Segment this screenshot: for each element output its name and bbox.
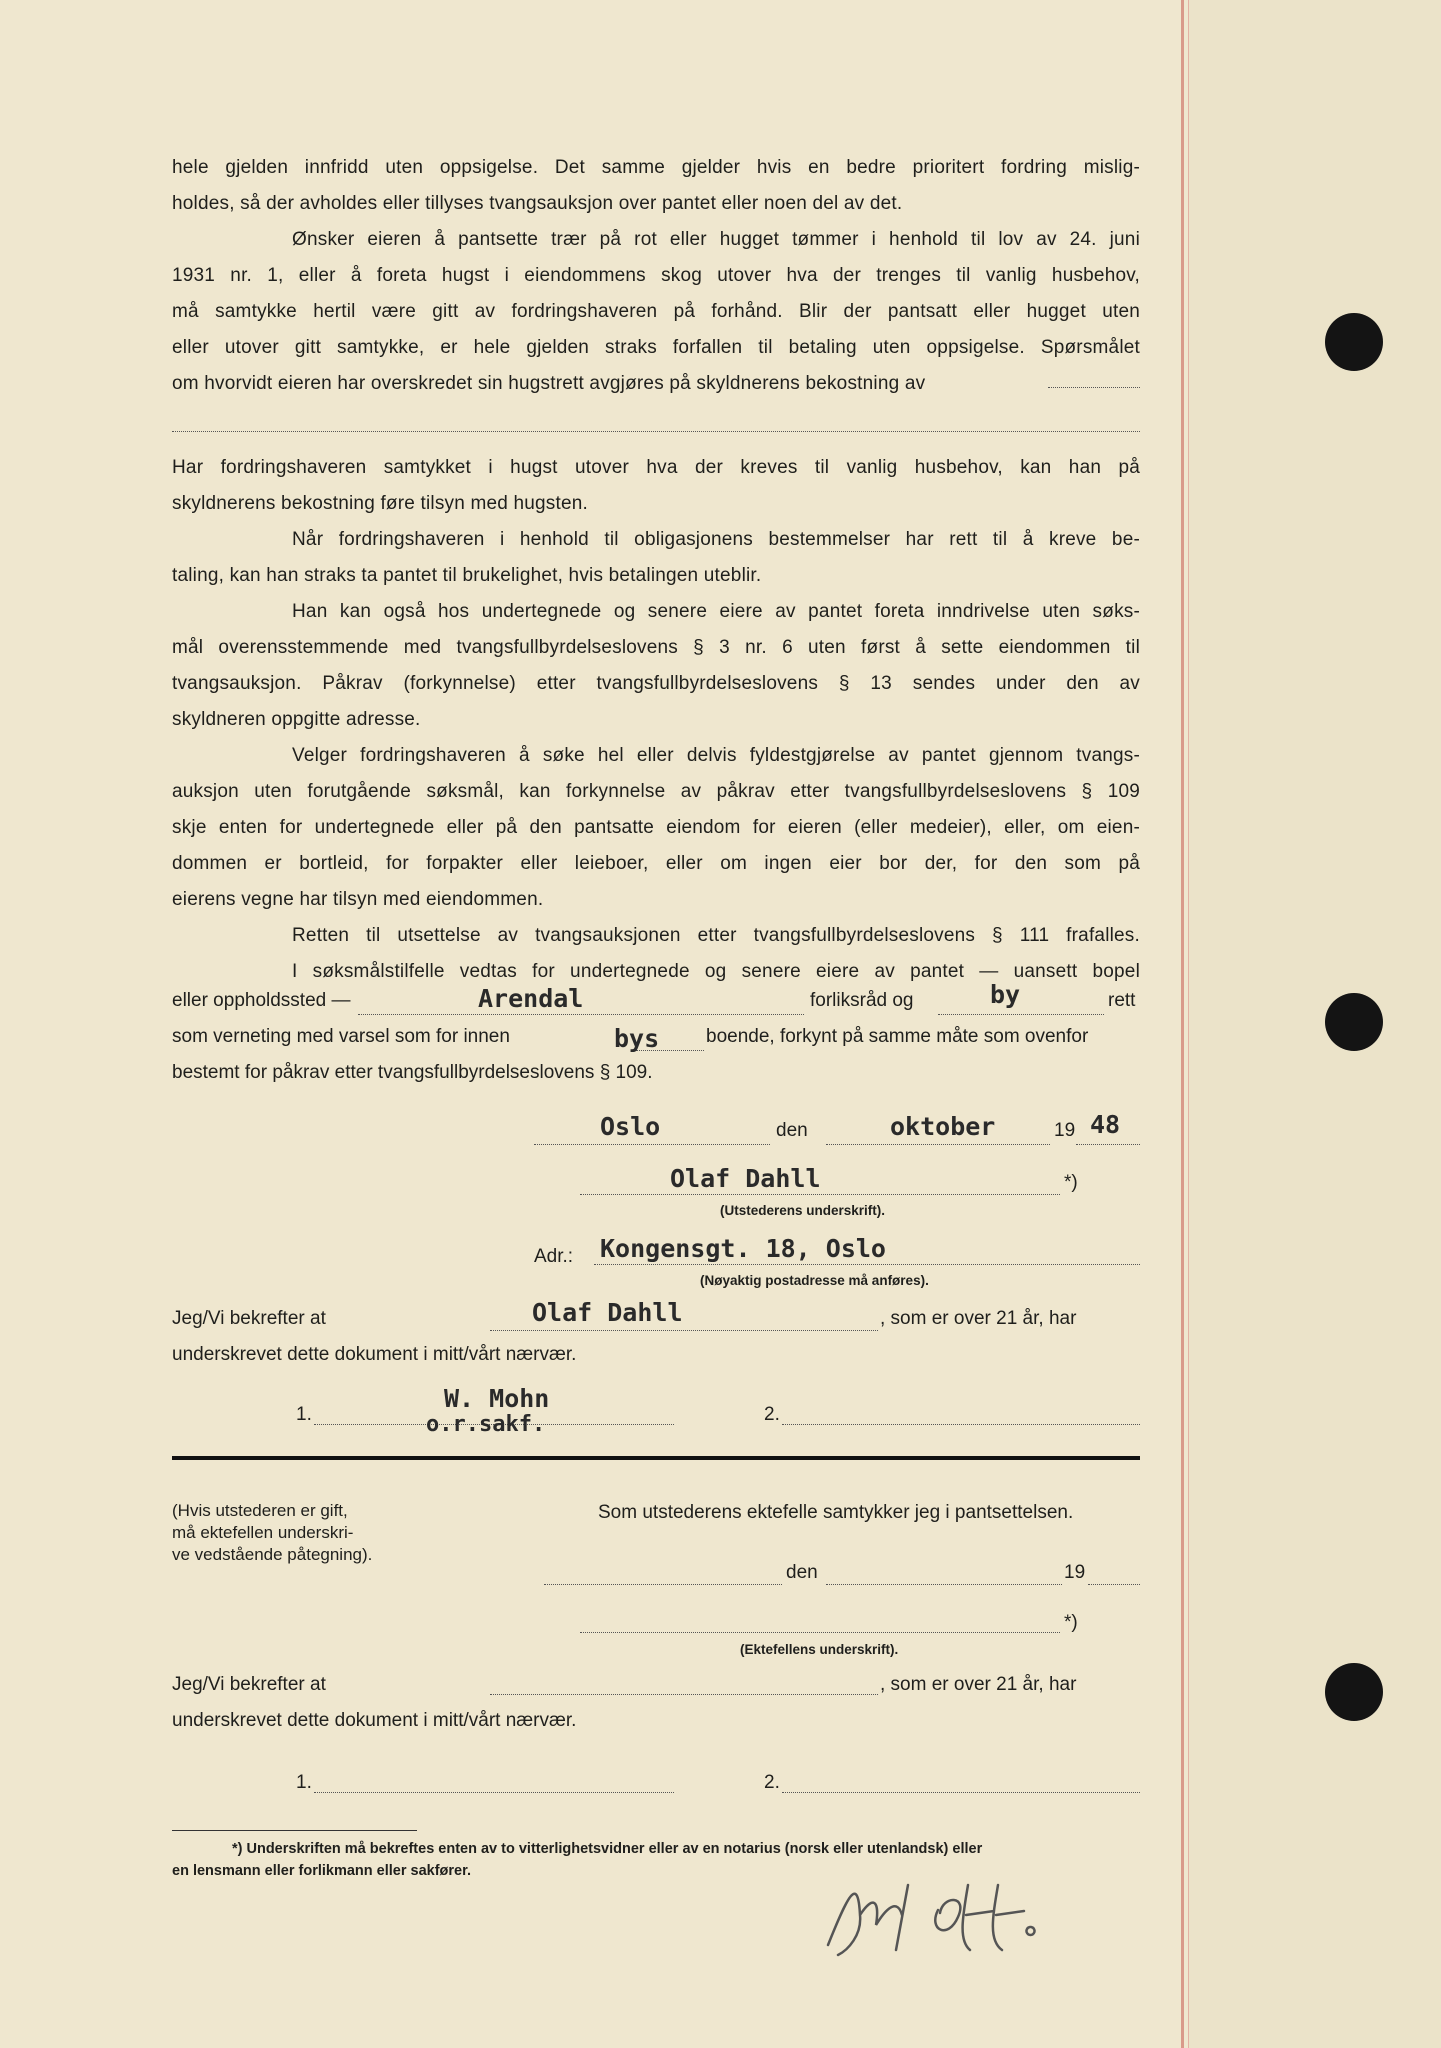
text-line: eierens vegne har tilsyn med eiendommen. bbox=[172, 889, 544, 910]
spouse-note bbox=[172, 1500, 372, 1566]
court-place-value: Arendal bbox=[478, 984, 584, 1013]
spouse-month-field[interactable] bbox=[826, 1584, 1062, 1585]
footnote-line: en lensmann eller forlikmann eller sakfører. bbox=[172, 1863, 471, 1879]
text-line: eller utover gitt samtykke, er hele gjelden straks forfallen til betaling uten oppsigelse. Spørsmålet bbox=[172, 337, 1140, 358]
witness-number-2: 2. bbox=[764, 1404, 780, 1425]
issuer-signature: Olaf Dahll bbox=[670, 1164, 821, 1193]
spouse-signature-caption: (Ektefellens underskrift). bbox=[740, 1642, 899, 1657]
text-line: skyldneren oppgitte adresse. bbox=[172, 709, 421, 730]
address-value: Kongensgt. 18, Oslo bbox=[600, 1234, 886, 1263]
spouse-witness-number-1: 1. bbox=[296, 1772, 312, 1793]
binder-hole-top bbox=[1325, 313, 1383, 371]
venue-line3: bestemt for påkrav etter tvangsfullbyrdelseslovens § 109. bbox=[172, 1062, 653, 1083]
venue-line2-pre: som verneting med varsel som for innen bbox=[172, 1026, 510, 1047]
spouse-note-line: (Hvis utstederen er gift, bbox=[172, 1501, 348, 1520]
spouse-note-line: må ektefellen underskri- bbox=[172, 1523, 354, 1542]
red-margin-rule-secondary bbox=[1188, 0, 1189, 2048]
spouse-witness-2-field[interactable] bbox=[782, 1792, 1140, 1793]
text-line: om hvorvidt eieren har overskredet sin hugstrett avgjøres på skyldnerens bekostning av bbox=[172, 373, 926, 394]
text-line: 1931 nr. 1, eller å foreta hugst i eiendommens skog utover hva der trenges til vanlig husbehov, bbox=[172, 265, 1140, 286]
address-caption: (Nøyaktig postadresse må anføres). bbox=[700, 1273, 929, 1288]
blank-field-line bbox=[172, 431, 1140, 432]
spouse-witness-1-field[interactable] bbox=[314, 1792, 674, 1793]
month-field[interactable] bbox=[826, 1144, 1050, 1145]
text-line: Har fordringshaveren samtykket i hugst utover hva der kreves til vanlig husbehov, kan han på bbox=[172, 457, 1140, 478]
text-line: Når fordringshaveren i henhold til obligasjonens bestemmelser har rett til å kreve be- bbox=[292, 529, 1140, 550]
text-line: Velger fordringshaveren å søke hel eller delvis fyldestgjørelse av pantet gjennom tvangs- bbox=[292, 745, 1140, 766]
venue-mid: forliksråd og bbox=[810, 990, 914, 1011]
text-line: I søksmålstilfelle vedtas for undertegnede og senere eiere av pantet — uansett bopel bbox=[292, 961, 1140, 982]
text-line: hele gjelden innfridd uten oppsigelse. Det samme gjelder hvis en bedre prioritert fordring mislig- bbox=[172, 157, 1140, 178]
text-line: dommen er bortleid, for forpakter eller leieboer, eller om ingen eier bor der, for den som på bbox=[172, 853, 1140, 874]
issuer-signature-caption: (Utstederens underskrift). bbox=[720, 1203, 886, 1218]
spouse-confirm-line2: underskrevet dette dokument i mitt/vårt nærvær. bbox=[172, 1710, 577, 1731]
text-line: må samtykke hertil være gitt av fordringshaveren på forhånd. Blir der pantsatt eller hugget uten bbox=[172, 301, 1140, 322]
witness-1-name: W. Mohn bbox=[444, 1384, 550, 1413]
place-value: Oslo bbox=[600, 1112, 661, 1141]
court-place-field[interactable] bbox=[358, 1014, 804, 1015]
spouse-note-line: ve vedstående påtegning). bbox=[172, 1545, 373, 1564]
venue-suffix: rett bbox=[1108, 990, 1136, 1011]
witness-number-1: 1. bbox=[296, 1404, 312, 1425]
handwritten-initials bbox=[818, 1855, 1098, 1965]
confirm-line2: underskrevet dette dokument i mitt/vårt nærvær. bbox=[172, 1344, 577, 1365]
resident-value: bys bbox=[614, 1024, 660, 1053]
red-margin-rule bbox=[1181, 0, 1184, 2048]
year-value: 48 bbox=[1090, 1110, 1121, 1139]
spouse-year-field[interactable] bbox=[1088, 1584, 1140, 1585]
month-value: oktober bbox=[890, 1112, 996, 1141]
venue-prefix: eller oppholdssted — bbox=[172, 990, 351, 1011]
spouse-consent: Som utstederens ektefelle samtykker jeg i pantsettelsen. bbox=[598, 1502, 1074, 1523]
spouse-confirm-post: , som er over 21 år, har bbox=[880, 1674, 1077, 1695]
court-type-field[interactable] bbox=[938, 1014, 1104, 1015]
text-line: Retten til utsettelse av tvangsauksjonen etter tvangsfullbyrdelseslovens § 111 frafalles. bbox=[292, 925, 1140, 946]
binder-hole-bottom bbox=[1325, 1663, 1383, 1721]
venue-line2-post: boende, forkynt på samme måte som ovenfor bbox=[706, 1026, 1089, 1047]
spouse-place-field[interactable] bbox=[544, 1584, 782, 1585]
witness-1-title: o.r.sakf. bbox=[426, 1412, 546, 1437]
binder-hole-middle bbox=[1325, 993, 1383, 1051]
footnote-rule bbox=[172, 1830, 417, 1831]
den-label: den bbox=[776, 1120, 808, 1141]
spouse-confirm-pre: Jeg/Vi bekrefter at bbox=[172, 1674, 326, 1695]
confirm-post: , som er over 21 år, har bbox=[880, 1308, 1077, 1329]
right-margin-strip bbox=[1189, 0, 1441, 2048]
text-line: Han kan også hos undertegnede og senere eiere av pantet foreta inndrivelse uten søks- bbox=[292, 601, 1140, 622]
confirm-pre: Jeg/Vi bekrefter at bbox=[172, 1308, 326, 1329]
spouse-confirm-name-field[interactable] bbox=[490, 1694, 878, 1695]
spouse-century-label: 19 bbox=[1064, 1562, 1086, 1583]
confirm-name-value: Olaf Dahll bbox=[532, 1298, 683, 1327]
text-line: taling, kan han straks ta pantet til brukelighet, hvis betalingen uteblir. bbox=[172, 565, 762, 586]
year-field[interactable] bbox=[1076, 1144, 1140, 1145]
footnote-line: *) Underskriften må bekreftes enten av to vitterlighetsvidner eller av en notarius (norsk eller utenlandsk) eller bbox=[232, 1841, 983, 1857]
text-line: skyldnerens bekostning føre tilsyn med hugsten. bbox=[172, 493, 588, 514]
spouse-footnote-mark: *) bbox=[1064, 1612, 1078, 1633]
text-line: tvangsauksjon. Påkrav (forkynnelse) etter tvangsfullbyrdelseslovens § 13 sendes under den av bbox=[172, 673, 1140, 694]
confirm-name-field[interactable] bbox=[490, 1330, 878, 1331]
text-line: skje enten for undertegnede eller på den pantsatte eiendom for eieren (eller medeier), eller, om eien- bbox=[172, 817, 1140, 838]
section-divider bbox=[172, 1456, 1140, 1460]
spouse-den-label: den bbox=[786, 1562, 818, 1583]
blank-field-line bbox=[1048, 387, 1140, 388]
text-line: auksjon uten forutgående søksmål, kan forkynnelse av påkrav etter tvangsfullbyrdelseslovens § 109 bbox=[172, 781, 1140, 802]
century-label: 19 bbox=[1054, 1120, 1076, 1141]
address-label: Adr.: bbox=[534, 1246, 574, 1267]
text-line: holdes, så der avholdes eller tillyses tvangsauksjon over pantet eller noen del av det. bbox=[172, 193, 903, 214]
text-line: Ønsker eieren å pantsette trær på rot eller hugget tømmer i henhold til lov av 24. juni bbox=[292, 229, 1140, 250]
witness-2-field[interactable] bbox=[782, 1424, 1140, 1425]
text-line: mål overensstemmende med tvangsfullbyrdelseslovens § 3 nr. 6 uten først å sette eiendommen til bbox=[172, 637, 1140, 658]
address-field[interactable] bbox=[594, 1264, 1140, 1265]
issuer-signature-field[interactable] bbox=[580, 1194, 1060, 1195]
spouse-witness-number-2: 2. bbox=[764, 1772, 780, 1793]
footnote-mark: *) bbox=[1064, 1172, 1078, 1193]
spouse-signature-field[interactable] bbox=[580, 1632, 1060, 1633]
place-field[interactable] bbox=[534, 1144, 770, 1145]
court-type-value: by bbox=[990, 980, 1021, 1009]
